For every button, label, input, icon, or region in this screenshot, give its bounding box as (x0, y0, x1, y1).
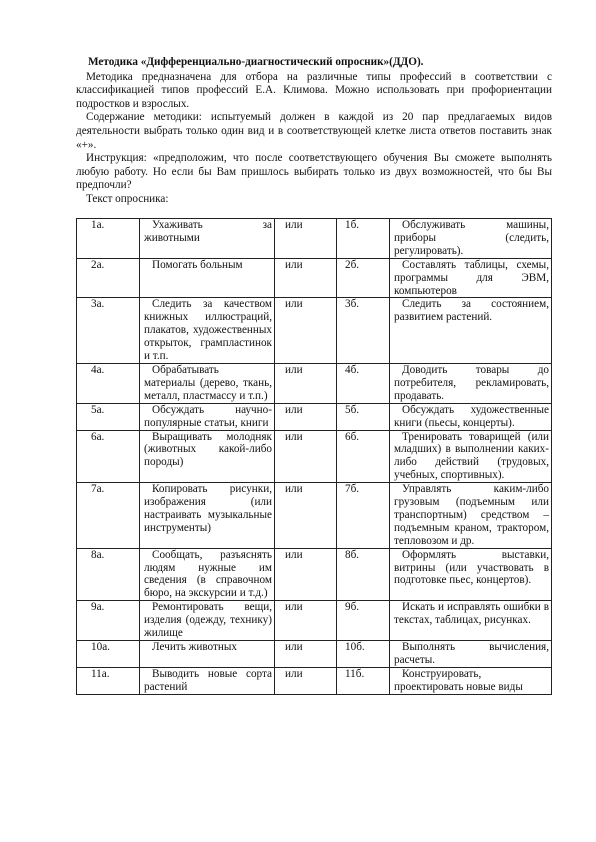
paragraph-content: Содержание методики: испытуемый должен в каждой из 20 пар предлагаемых видов деятельности выбрать только один вид и в соответствующей клетке листа ответов поставить знак «+». (76, 111, 552, 151)
or-label: или (275, 219, 337, 259)
item-number-b: 4б. (337, 363, 390, 403)
item-number-b: 9б. (337, 601, 390, 641)
item-number-b: 10б. (337, 641, 390, 668)
item-number-a: 7а. (77, 483, 140, 549)
table-row (77, 363, 552, 403)
table-row (77, 403, 552, 430)
or-label: или (275, 403, 337, 430)
item-text-a: Выращивать молодняк (животных какой-либо породы) (140, 430, 275, 483)
item-text-b: Обсуждать художественные книги (пьесы, концерты). (390, 403, 552, 430)
paragraph-instruction: Инструкция: «предположим, что после соответствующего обучения Вы сможете выполнять любую работу. Но если бы Вам пришлось выбирать только из двух возможностей, что бы Вы предпочли? (76, 152, 552, 192)
paragraph-purpose: Методика предназначена для отбора на различные типы профессий в соответствии с классификацией типов профессий Е.А. Климова. Можно использовать при профориентации подростков и взрослых. (76, 70, 552, 110)
item-text-b: Искать и исправлять ошибки в текстах, таблицах, рисунках. (390, 601, 552, 641)
item-text-a: Помогать больным (140, 258, 275, 298)
table-row (77, 430, 552, 483)
item-number-b: 7б. (337, 483, 390, 549)
item-number-b: 2б. (337, 258, 390, 298)
or-label: или (275, 298, 337, 364)
item-number-a: 11а. (77, 667, 140, 694)
item-text-a: Обсуждать научно-популярные статьи, книги (140, 403, 275, 430)
item-text-a: Ремонтировать вещи, изделия (одежду, технику) жилище (140, 601, 275, 641)
paragraph-questionnaire-label: Текст опросника: (86, 192, 169, 205)
item-text-b: Управлять каким-либо грузовым (подъемным или транспортным) средством – подъемным краном, трактором, тепловозом и др. (390, 483, 552, 549)
table-row (77, 258, 552, 298)
table-row (77, 667, 552, 694)
item-number-b: 5б. (337, 403, 390, 430)
or-label: или (275, 548, 337, 601)
item-number-b: 11б. (337, 667, 390, 694)
or-label: или (275, 601, 337, 641)
item-number-a: 4а. (77, 363, 140, 403)
item-text-b: Выполнять вычисления, расчеты. (390, 641, 552, 668)
item-text-b: Доводить товары до потребителя, рекламировать, продавать. (390, 363, 552, 403)
item-text-b: Конструировать, проектировать новые виды (390, 667, 552, 694)
item-text-a: Следить за качеством книжных иллюстраций, плакатов, художественных открыток, грампластинок и т.п. (140, 298, 275, 364)
or-label: или (275, 258, 337, 298)
item-number-a: 6а. (77, 430, 140, 483)
item-number-a: 3а. (77, 298, 140, 364)
item-number-a: 10а. (77, 641, 140, 668)
questionnaire-table (76, 218, 552, 695)
item-text-b: Следить за состоянием, развитием растений. (390, 298, 552, 364)
item-number-a: 2а. (77, 258, 140, 298)
table-row (77, 601, 552, 641)
item-text-b: Оформлять выставки, витрины (или участвовать в подготовке пьес, концертов). (390, 548, 552, 601)
item-text-b: Обслуживать машины, приборы (следить, регулировать). (390, 219, 552, 259)
item-number-a: 8а. (77, 548, 140, 601)
item-text-a: Обрабатывать материалы (дерево, ткань, металл, пластмассу и т.п.) (140, 363, 275, 403)
item-text-a: Копировать рисунки, изображения (или настраивать музыкальные инструменты) (140, 483, 275, 549)
table-row (77, 219, 552, 259)
item-text-a: Выводить новые сорта растений (140, 667, 275, 694)
or-label: или (275, 430, 337, 483)
item-text-b: Тренировать товарищей (или младших) в выполнении каких-либо действий (трудовых, учебных, спортивных). (390, 430, 552, 483)
item-text-a: Лечить животных (140, 641, 275, 668)
or-label: или (275, 667, 337, 694)
item-text-a: Сообщать, разъяснять людям нужные им сведения (в справочном бюро, на экскурсии и т.д.) (140, 548, 275, 601)
item-number-a: 5а. (77, 403, 140, 430)
table-row (77, 298, 552, 364)
document-text (76, 56, 552, 207)
table-row (77, 483, 552, 549)
table-row (77, 641, 552, 668)
item-number-a: 1а. (77, 219, 140, 259)
item-number-b: 6б. (337, 430, 390, 483)
item-number-b: 8б. (337, 548, 390, 601)
item-number-b: 1б. (337, 219, 390, 259)
item-number-a: 9а. (77, 601, 140, 641)
or-label: или (275, 641, 337, 668)
or-label: или (275, 363, 337, 403)
item-text-b: Составлять таблицы, схемы, программы для ЭВМ, компьютеров (390, 258, 552, 298)
document-title: Методика «Дифференциально-диагностический опросник»(ДДО). (88, 56, 424, 68)
or-label: или (275, 483, 337, 549)
table-row (77, 548, 552, 601)
item-text-a: Ухаживать за животными (140, 219, 275, 259)
item-number-b: 3б. (337, 298, 390, 364)
